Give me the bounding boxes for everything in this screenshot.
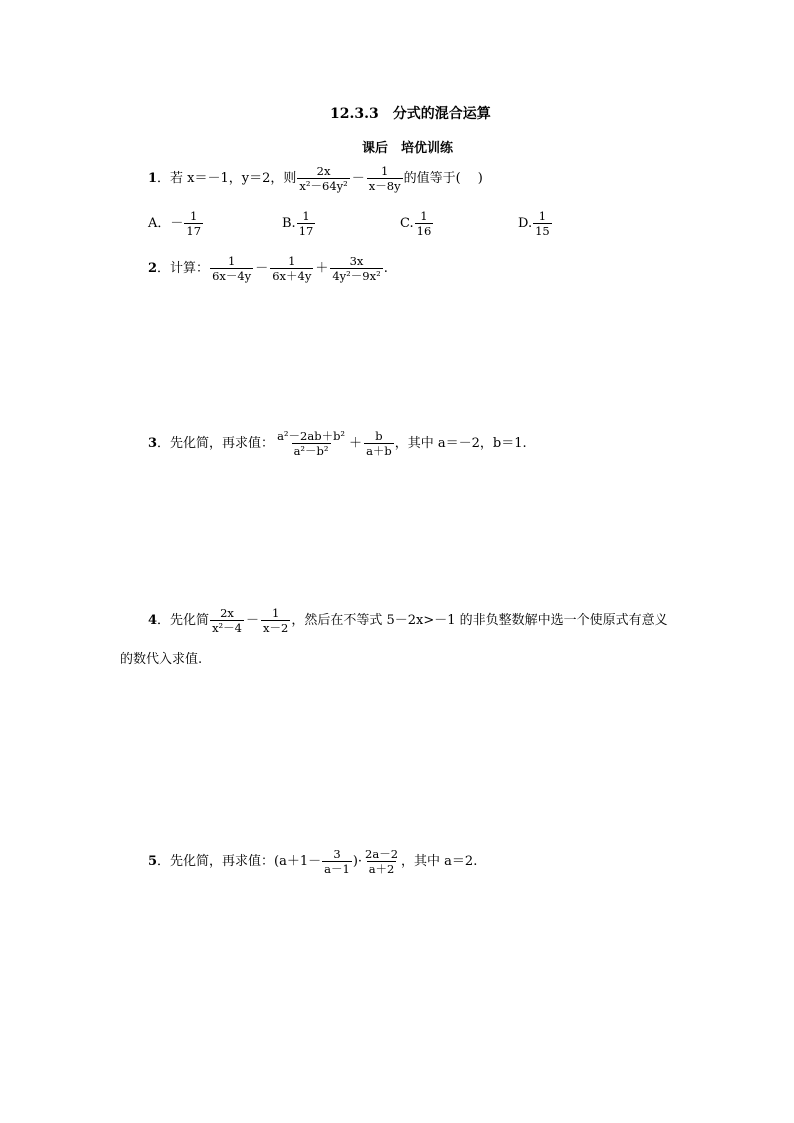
option-d-denominator: 15 [535,224,550,239]
q4-f2-denominator: x－2 [263,621,289,636]
q2-fraction-1 [210,255,253,282]
q3-fraction-1 [275,430,347,457]
option-b-denominator: 17 [298,224,314,239]
q4-operator: － [245,613,259,629]
q5-f2-numerator: 2a－2 [365,847,399,861]
question-2-prefix: ．计算： [157,261,210,277]
q3-f2-numerator: b [375,429,383,443]
option-c-fraction [415,210,434,237]
option-b-numerator: 1 [302,209,310,223]
option-a-numerator: 1 [190,209,198,223]
option-d-fraction [533,210,552,237]
option-c-label: C. [400,216,414,232]
question-4-prefix: ．先化简 [157,613,210,629]
q1-f1-numerator: 2x [316,164,331,178]
option-a-label: A．－ [148,216,184,232]
question-1 [148,165,483,192]
q4-f1-denominator: x²－4 [212,621,242,636]
q2-fraction-2 [270,255,313,282]
q5-f1-denominator: a－1 [324,862,350,877]
question-4-continuation: 的数代入求值. [120,652,203,667]
option-c [400,210,434,237]
q5-middle: )· [352,854,363,870]
q5-f1-numerator: 3 [333,847,341,861]
q1-f2-denominator: x－8y [368,179,401,194]
option-b-label: B. [282,216,296,232]
option-a-denominator: 17 [186,224,202,239]
q5-fraction-1 [322,848,352,875]
question-4-suffix: ，然后在不等式 5－2x>－1 的非负整数解中选一个使原式有意义 [291,613,668,629]
page-title: 12.3.3 分式的混合运算 [330,106,491,122]
q5-f2-denominator: a＋2 [368,862,395,877]
q2-f3-numerator: 3x [349,254,364,268]
question-3-number: 3 [148,436,158,452]
q2-f3-denominator: 4y²－9x² [332,269,381,284]
q1-operator: － [351,171,365,187]
option-d [518,210,553,237]
question-2-suffix: . [383,261,388,277]
q3-operator: ＋ [349,436,363,452]
q2-fraction-3 [330,255,382,282]
q1-f2-numerator: 1 [381,164,389,178]
q4-fraction-1 [210,607,244,634]
q2-f2-numerator: 1 [288,254,296,268]
q2-f1-denominator: 6x－4y [212,269,252,284]
question-1-number: 1 [148,171,158,187]
question-4 [148,607,668,634]
option-a [148,210,204,237]
question-5-prefix: ．先化简，再求值：(a＋1－ [157,854,322,870]
question-2-number: 2 [148,261,158,277]
question-2 [148,255,388,282]
question-5-number: 5 [148,854,158,870]
page-subtitle: 课后 培优训练 [362,141,454,156]
q3-fraction-2 [364,430,394,457]
option-c-numerator: 1 [420,209,428,223]
question-3-prefix: ．先化简，再求值： [157,436,275,452]
option-d-numerator: 1 [538,209,547,223]
question-1-suffix: 的值等于( ) [403,171,483,187]
q1-fraction-1 [297,165,349,192]
question-3 [148,430,527,457]
q2-operator-1: － [255,261,269,277]
option-b [282,210,316,237]
q3-f1-numerator: a²－2ab＋b² [277,429,346,443]
question-4-number: 4 [148,613,158,629]
q3-f1-denominator: a²－b² [293,444,329,459]
question-1-prefix: ．若 x＝－1，y＝2，则 [157,171,297,187]
q1-f1-denominator: x²－64y² [299,179,348,194]
q2-f2-denominator: 6x＋4y [272,269,312,284]
question-3-suffix: ，其中 a＝－2，b＝1. [394,436,527,452]
q4-fraction-2 [261,607,290,634]
q2-operator-2: ＋ [315,261,329,277]
q4-f2-numerator: 1 [271,606,280,620]
q3-f2-denominator: a＋b [366,444,392,459]
option-d-label: D. [518,216,533,232]
option-a-fraction [184,210,203,237]
q2-f1-numerator: 1 [227,254,236,268]
q4-f1-numerator: 2x [220,606,234,620]
question-5 [148,848,477,875]
option-c-denominator: 16 [416,224,432,239]
question-5-suffix: ，其中 a＝2. [401,854,478,870]
option-b-fraction [297,210,316,237]
q5-fraction-2 [363,848,400,875]
q1-fraction-2 [367,165,403,192]
